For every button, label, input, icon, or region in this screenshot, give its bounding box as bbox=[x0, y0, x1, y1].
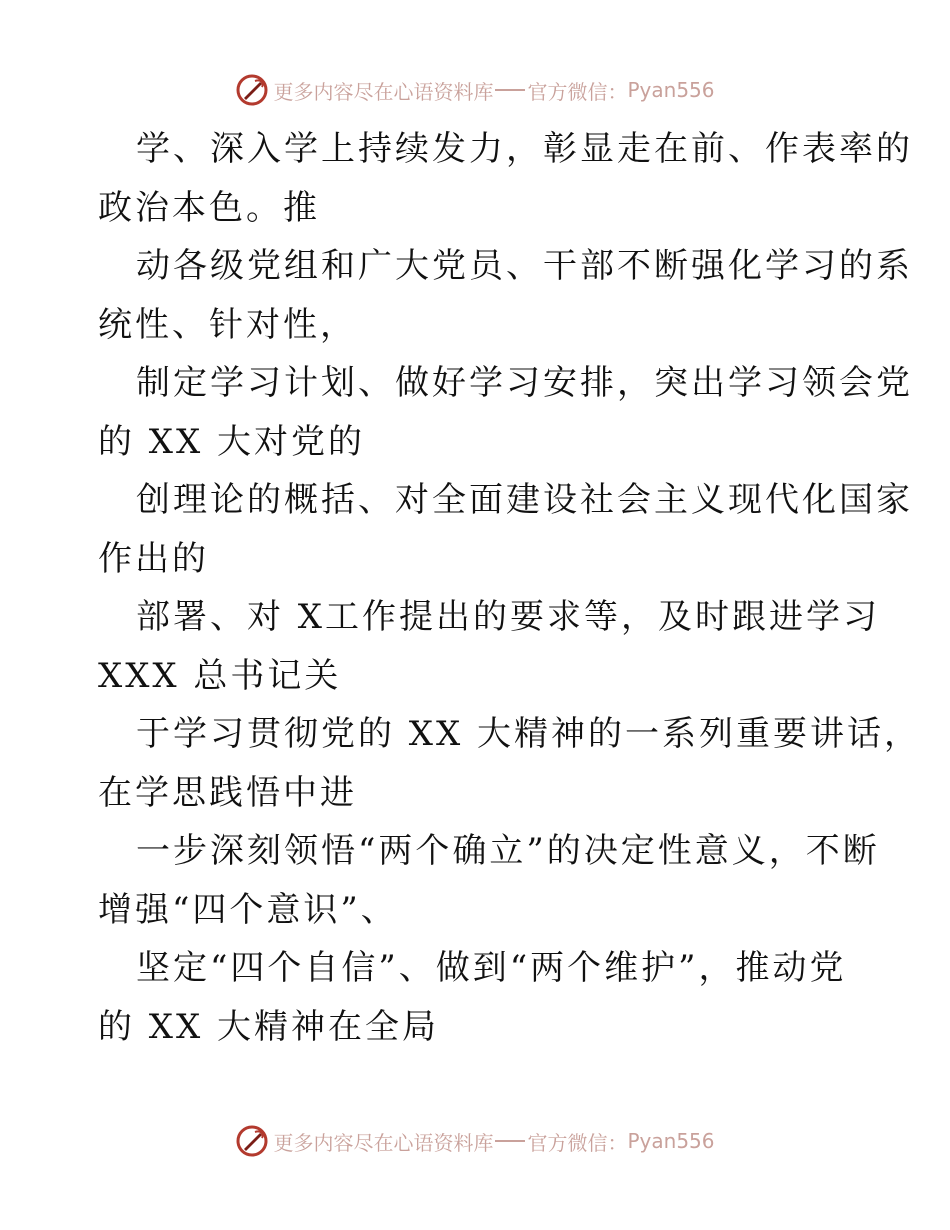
document-body bbox=[98, 120, 922, 1056]
body-line: 在学思践悟中进 bbox=[98, 772, 357, 813]
watermark-sub-text: 官方微信： bbox=[527, 79, 628, 104]
body-line: 制定学习计划、做好学习安排，突出学习领会党 bbox=[136, 363, 913, 403]
watermark-wechat-id: Pyan556 bbox=[627, 1129, 715, 1153]
body-line: 增强“四个意识”、 bbox=[98, 889, 398, 930]
watermark-main-text: 更多内容尽在心语资料库 bbox=[273, 79, 494, 104]
body-line: 学、深入学上持续发力，彰显走在前、作表率的 bbox=[136, 129, 913, 169]
header-watermark bbox=[0, 70, 950, 110]
watermark-separator bbox=[495, 89, 525, 91]
body-line: 的 XX 大对党的 bbox=[98, 421, 366, 462]
body-line: XXX 总书记关 bbox=[98, 655, 342, 696]
body-line: 创理论的概括、对全面建设社会主义现代化国家 bbox=[136, 480, 913, 520]
watermark-sub-text: 官方微信： bbox=[527, 1130, 628, 1155]
quill-logo-icon bbox=[235, 1124, 269, 1158]
quill-logo-icon bbox=[235, 73, 269, 107]
body-line: 一步深刻领悟“两个确立”的决定性意义，不断 bbox=[136, 831, 880, 871]
body-line: 部署、对 X工作提出的要求等，及时跟进学习 bbox=[136, 597, 881, 637]
watermark-wechat-id: Pyan556 bbox=[627, 78, 715, 102]
footer-watermark bbox=[0, 1121, 950, 1161]
watermark-main-text: 更多内容尽在心语资料库 bbox=[273, 1130, 494, 1155]
body-line: 统性、针对性， bbox=[98, 304, 357, 345]
body-line: 于学习贯彻党的 XX 大精神的一系列重要讲话， bbox=[136, 714, 922, 754]
body-line: 作出的 bbox=[98, 538, 209, 579]
body-line: 的 XX 大精神在全局 bbox=[98, 1006, 440, 1047]
watermark-separator bbox=[495, 1140, 525, 1142]
body-line: 坚定“四个自信”、做到“两个维护”，推动党 bbox=[136, 948, 847, 988]
body-line: 动各级党组和广大党员、干部不断强化学习的系 bbox=[136, 246, 913, 286]
body-line: 政治本色。推 bbox=[98, 187, 320, 228]
